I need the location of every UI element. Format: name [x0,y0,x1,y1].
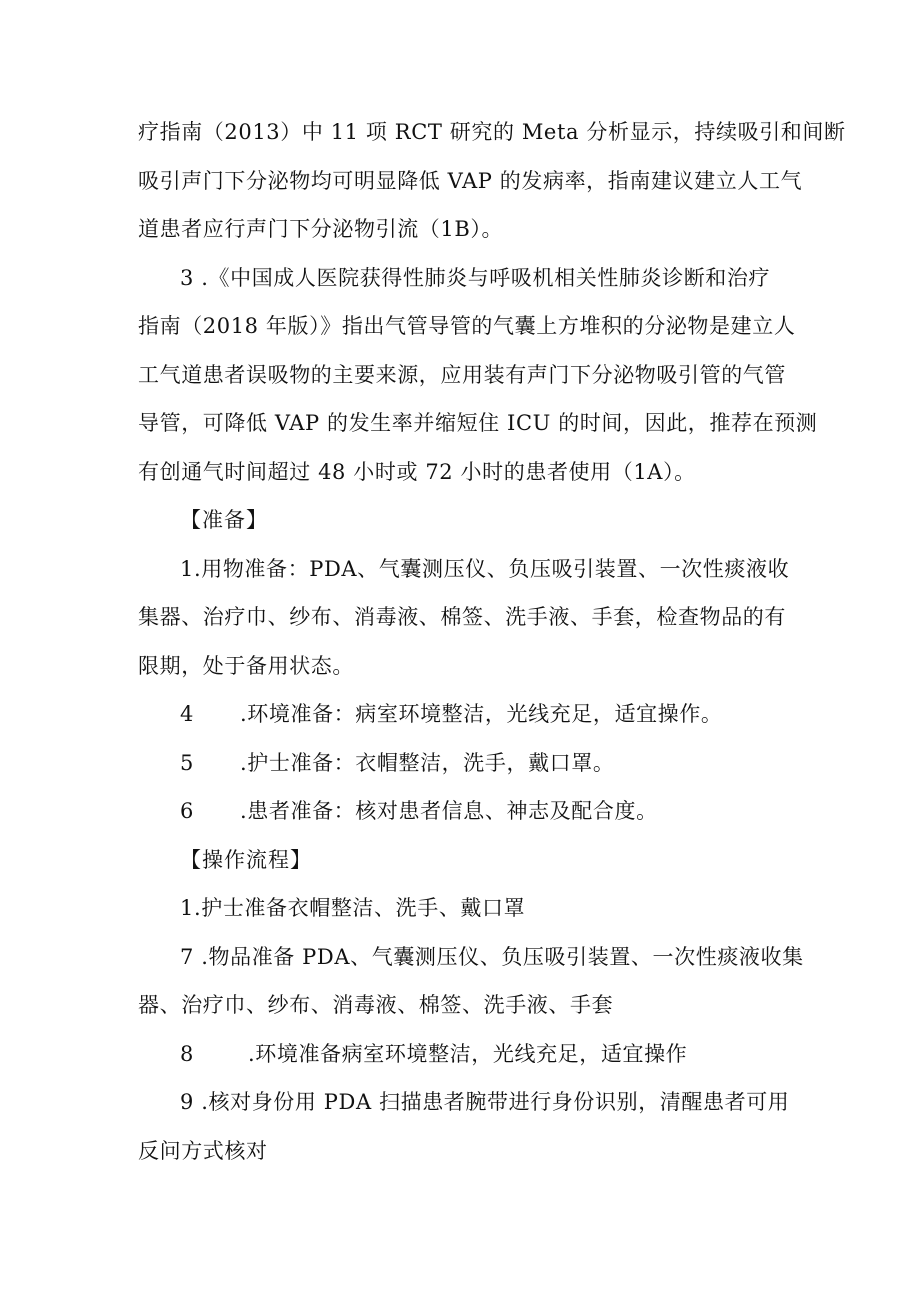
paragraph-line: 吸引声门下分泌物均可明显降低 VAP 的发病率，指南建议建立人工气 [138,169,803,193]
list-text: .患者准备：核对患者信息、神志及配合度。 [240,799,658,823]
paragraph-line: 1.用物准备：PDA、气囊测压仪、负压吸引装置、一次性痰液收 [180,557,790,581]
paragraph-line: 集器、治疗巾、纱布、消毒液、棉签、洗手液、手套，检查物品的有 [138,605,786,629]
section-heading-preparation: 【准备】 [180,508,268,532]
list-item [180,797,840,825]
paragraph-line: 3 .《中国成人医院获得性肺炎与呼吸机相关性肺炎诊断和治疗 [180,266,771,290]
paragraph-line: 指南（2018 年版）》指出气管导管的气囊上方堆积的分泌物是建立人 [138,314,796,338]
paragraph-line: 工气道患者误吸物的主要来源，应用装有声门下分泌物吸引管的气管 [138,363,786,387]
list-item [180,700,840,728]
paragraph-line: 疗指南（2013）中 11 项 RCT 研究的 Meta 分析显示，持续吸引和间断 [138,120,846,144]
list-number: 4 [180,702,194,726]
paragraph-line: 1.护士准备衣帽整洁、洗手、戴口罩 [180,896,526,920]
list-item [180,749,840,777]
paragraph-line: 9 .核对身份用 PDA 扫描患者腕带进行身份识别，清醒患者可用 [180,1090,790,1114]
section-heading-procedure: 【操作流程】 [180,848,312,872]
paragraph-line: 道患者应行声门下分泌物引流（1B）。 [138,217,504,241]
list-text: .环境准备：病室环境整洁，光线充足，适宜操作。 [240,702,723,726]
list-number: 6 [180,799,194,823]
paragraph-line: 有创通气时间超过 48 小时或 72 小时的患者使用（1A）。 [138,460,696,484]
list-number: 8 [180,1042,194,1066]
list-number: 5 [180,751,194,775]
list-text: .护士准备：衣帽整洁，洗手，戴口罩。 [240,751,615,775]
list-item [180,1040,840,1068]
paragraph-line: 器、治疗巾、纱布、消毒液、棉签、洗手液、手套 [138,993,614,1017]
paragraph-line: 反问方式核对 [138,1139,268,1163]
paragraph-line: 导管，可降低 VAP 的发生率并缩短住 ICU 的时间，因此，推荐在预测 [138,411,818,435]
paragraph-line: 限期，处于备用状态。 [138,654,354,678]
list-text: .环境准备病室环境整洁，光线充足，适宜操作 [248,1042,688,1066]
paragraph-line: 7 .物品准备 PDA、气囊测压仪、负压吸引装置、一次性痰液收集 [180,945,804,969]
